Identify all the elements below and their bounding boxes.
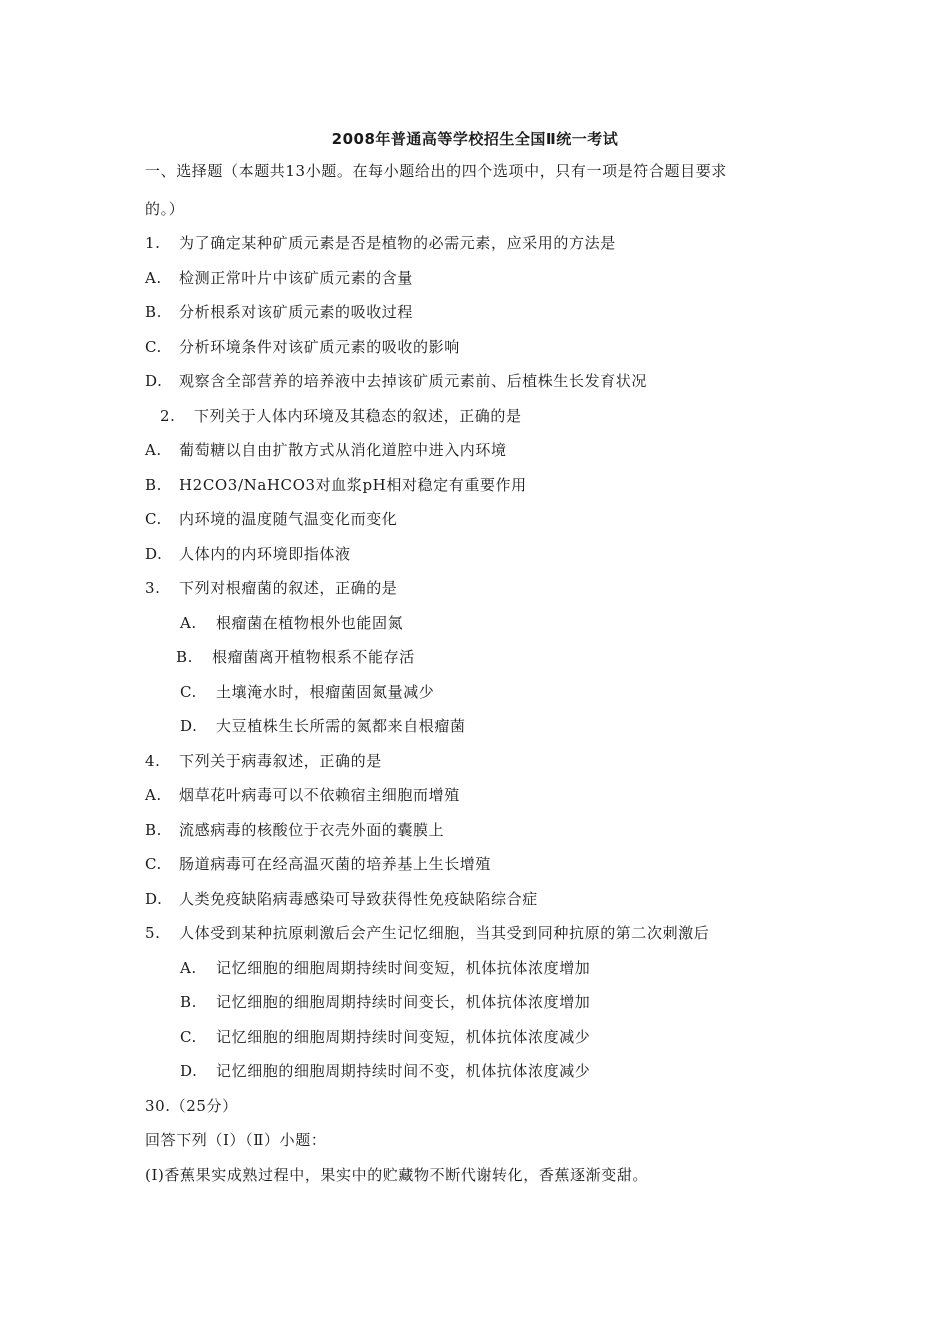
option-letter: C. [145,855,162,873]
option-text: 记忆细胞的细胞周期持续时间不变，机体抗体浓度减少 [216,1062,591,1080]
question-2-option-d [145,544,351,564]
option-letter: A. [180,959,197,977]
question-3-stem [145,578,397,598]
option-letter: D. [145,890,163,908]
option-text: 葡萄糖以自由扩散方式从消化道腔中进入内环境 [179,441,507,459]
question-number: 1. [145,234,161,252]
option-letter: B. [145,476,162,494]
question-4-option-a [145,785,460,805]
question-4-option-c [145,854,491,874]
option-text: 内环境的温度随气温变化而变化 [179,510,398,528]
option-letter: A. [145,269,162,287]
question-4-stem [145,751,382,771]
section-heading-continued: 的。） [145,200,185,218]
option-text: 记忆细胞的细胞周期持续时间变长，机体抗体浓度增加 [216,993,591,1011]
option-text: 分析根系对该矿质元素的吸收过程 [179,303,414,321]
question-4-option-d [145,889,538,909]
option-text: 记忆细胞的细胞周期持续时间变短，机体抗体浓度增加 [216,959,591,977]
option-letter: D. [180,717,198,735]
question-1-option-a [145,268,413,288]
question-5-option-c [180,1027,590,1047]
option-letter: C. [180,1028,197,1046]
question-1-option-d [145,371,647,391]
question-2-option-b [145,475,527,495]
option-letter: D. [145,545,163,563]
question-text: 下列关于人体内环境及其稳态的叙述，正确的是 [194,407,522,425]
question-30-intro: 回答下列（Ⅰ）（Ⅱ）小题： [145,1131,327,1149]
question-30-part-1: (Ⅰ)香蕉果实成熟过程中，果实中的贮藏物不断代谢转化，香蕉逐渐变甜。 [145,1166,649,1184]
option-letter: C. [145,510,162,528]
question-number: 5. [145,924,161,942]
option-text: 人体内的内环境即指体液 [179,545,351,563]
question-3-option-b [176,647,415,667]
option-text: 肠道病毒可在经高温灭菌的培养基上生长增殖 [179,855,492,873]
option-letter: A. [145,786,162,804]
option-letter: C. [145,338,162,356]
question-number: 2. [160,407,176,425]
question-text: 下列关于病毒叙述，正确的是 [179,752,382,770]
option-text: 分析环境条件对该矿质元素的吸收的影响 [179,338,460,356]
option-letter: A. [145,441,162,459]
question-text: 人体受到某种抗原刺激后会产生记忆细胞，当其受到同种抗原的第二次刺激后 [179,924,710,942]
question-30-header: 30.（25分） [145,1097,238,1115]
option-text: 根瘤菌在植物根外也能固氮 [216,614,404,632]
option-text: H2CO3/NaHCO3对血浆pH相对稳定有重要作用 [179,476,527,494]
option-letter: D. [180,1062,198,1080]
question-1-stem [145,233,616,253]
question-2-option-a [145,440,507,460]
question-2-stem [160,406,522,426]
option-letter: B. [176,648,193,666]
option-letter: D. [145,372,163,390]
question-text: 下列对根瘤菌的叙述，正确的是 [179,579,398,597]
option-letter: C. [180,683,197,701]
option-text: 大豆植株生长所需的氮都来自根瘤菌 [216,717,466,735]
option-text: 根瘤菌离开植物根系不能存活 [212,648,415,666]
option-text: 流感病毒的核酸位于衣壳外面的囊膜上 [179,821,445,839]
question-4-option-b [145,820,444,840]
question-2-option-c [145,509,397,529]
page-title: 2008年普通高等学校招生全国Ⅱ统一考试 [331,130,619,148]
option-text: 观察含全部营养的培养液中去掉该矿质元素前、后植株生长发育状况 [179,372,648,390]
option-letter: B. [145,821,162,839]
option-text: 检测正常叶片中该矿质元素的含量 [179,269,414,287]
question-5-stem [145,923,709,943]
question-1-option-c [145,337,460,357]
option-text: 土壤淹水时，根瘤菌固氮量减少 [216,683,435,701]
option-letter: B. [180,993,197,1011]
option-text: 烟草花叶病毒可以不依赖宿主细胞而增殖 [179,786,460,804]
question-3-option-c [180,682,434,702]
question-5-option-d [180,1061,590,1081]
option-text: 人类免疫缺陷病毒感染可导致获得性免疫缺陷综合症 [179,890,538,908]
question-3-option-d [180,716,466,736]
option-letter: A. [180,614,197,632]
section-heading: 一、选择题（本题共13小题。在每小题给出的四个选项中，只有一项是符合题目要求 [145,162,727,180]
question-5-option-a [180,958,590,978]
question-5-option-b [180,992,590,1012]
question-text: 为了确定某种矿质元素是否是植物的必需元素，应采用的方法是 [179,234,616,252]
question-number: 3. [145,579,161,597]
question-3-option-a [180,613,403,633]
option-text: 记忆细胞的细胞周期持续时间变短，机体抗体浓度减少 [216,1028,591,1046]
option-letter: B. [145,303,162,321]
question-number: 4. [145,752,161,770]
question-1-option-b [145,302,413,322]
